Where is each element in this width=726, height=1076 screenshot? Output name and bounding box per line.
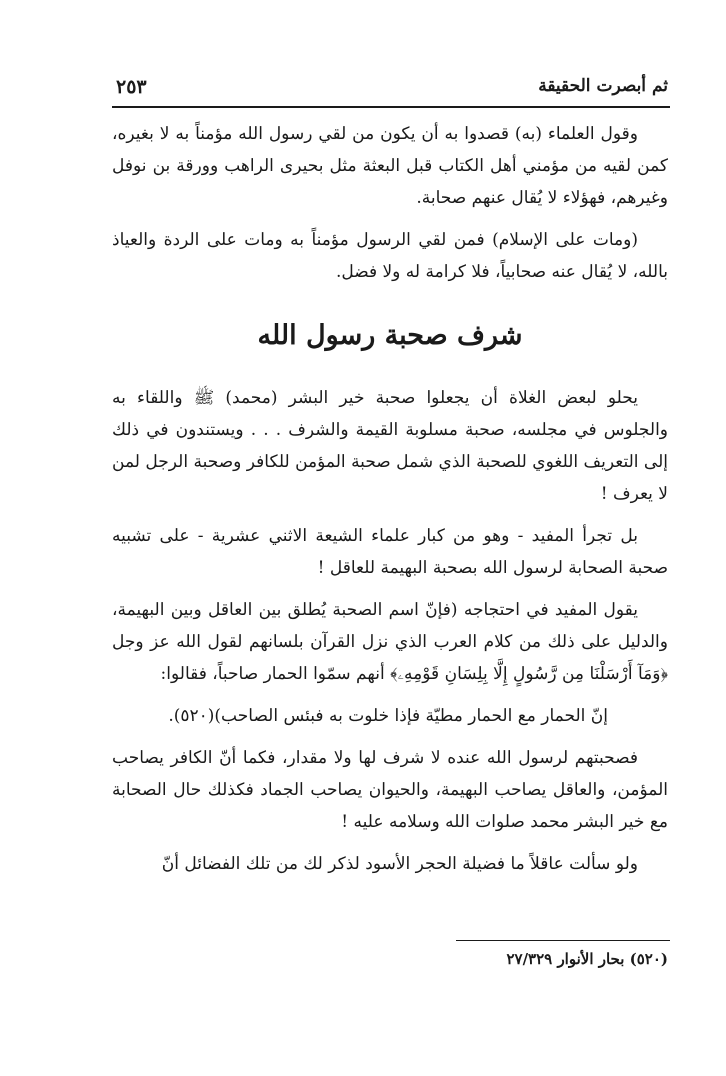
page-number: ٢٥٣ [116, 76, 147, 98]
paragraph-7: ولو سألت عاقلاً ما فضيلة الحجر الأسود لذكر لك من تلك الفضائل أنّ [161, 854, 638, 874]
paragraph-5: يقول المفيد في احتجاجه (فإنّ اسم الصحبة يُطلق بين العاقل وبين البهيمة، والدليل على ذلك من كلام العرب الذي نزل القرآن بلسانهم لقول الله عز وجل ﴿وَمَآ أَرْسَلْنَا مِن رَّسُولٍ إِلَّا بِلِسَانِ قَوْمِهِۦ﴾ أنهم سمّوا الحمار صاحباً، فقالوا: [112, 600, 668, 684]
section-heading: شرف صحبة رسول الله [257, 320, 523, 351]
footnote: (٥٢٠) بحار الأنوار ٢٧/٣٢٩ [506, 950, 668, 968]
page-body [112, 118, 668, 890]
paragraph-4: بل تجرأ المفيد - وهو من كبار علماء الشيعة الاثني عشرية - على تشبيه صحبة الصحابة لرسول الله بصحبة البهيمة للعاقل ! [112, 526, 668, 578]
paragraph-2: (ومات على الإسلام) فمن لقي الرسول مؤمناً به ومات على الردة والعياذ بالله، لا يُقال عنه صحابياً، فلا كرامة له ولا فضل. [112, 230, 668, 282]
paragraph-1: وقول العلماء (به) قصدوا به أن يكون من لقي رسول الله مؤمناً به لا بغيره، كمن لقيه من مؤمني أهل الكتاب قبل البعثة مثل بحيرى الراهب وورقة بن نوفل وغيرهم، فهؤلاء لا يُقال عنهم صحابة. [112, 124, 668, 208]
footnote-divider [456, 940, 670, 941]
running-header-title: ثم أبصرت الحقيقة [538, 76, 668, 96]
paragraph-3: يحلو لبعض الغلاة أن يجعلوا صحبة خير البشر (محمد) ﷺ واللقاء به والجلوس في مجلسه، صحبة مسلوبة القيمة والشرف . . . ويستندون في ذلك إلى التعريف اللغوي للصحبة الذي شمل صحبة المؤمن للكافر وصحبة الرجل لمن لا يعرف ! [112, 388, 668, 504]
poem-verse: إنّ الحمار مع الحمار مطيّة فإذا خلوت به فبئس الصاحب)(٥٢٠). [168, 706, 608, 726]
paragraph-6: فصحبتهم لرسول الله عنده لا شرف لها ولا مقدار، فكما أنّ الكافر يصاحب المؤمن، والعاقل يصاحب البهيمة، والحيوان يصاحب الجماد فكذلك حال الصحابة مع خير البشر محمد صلوات الله وسلامه عليه ! [112, 748, 668, 832]
header-divider [112, 106, 670, 108]
